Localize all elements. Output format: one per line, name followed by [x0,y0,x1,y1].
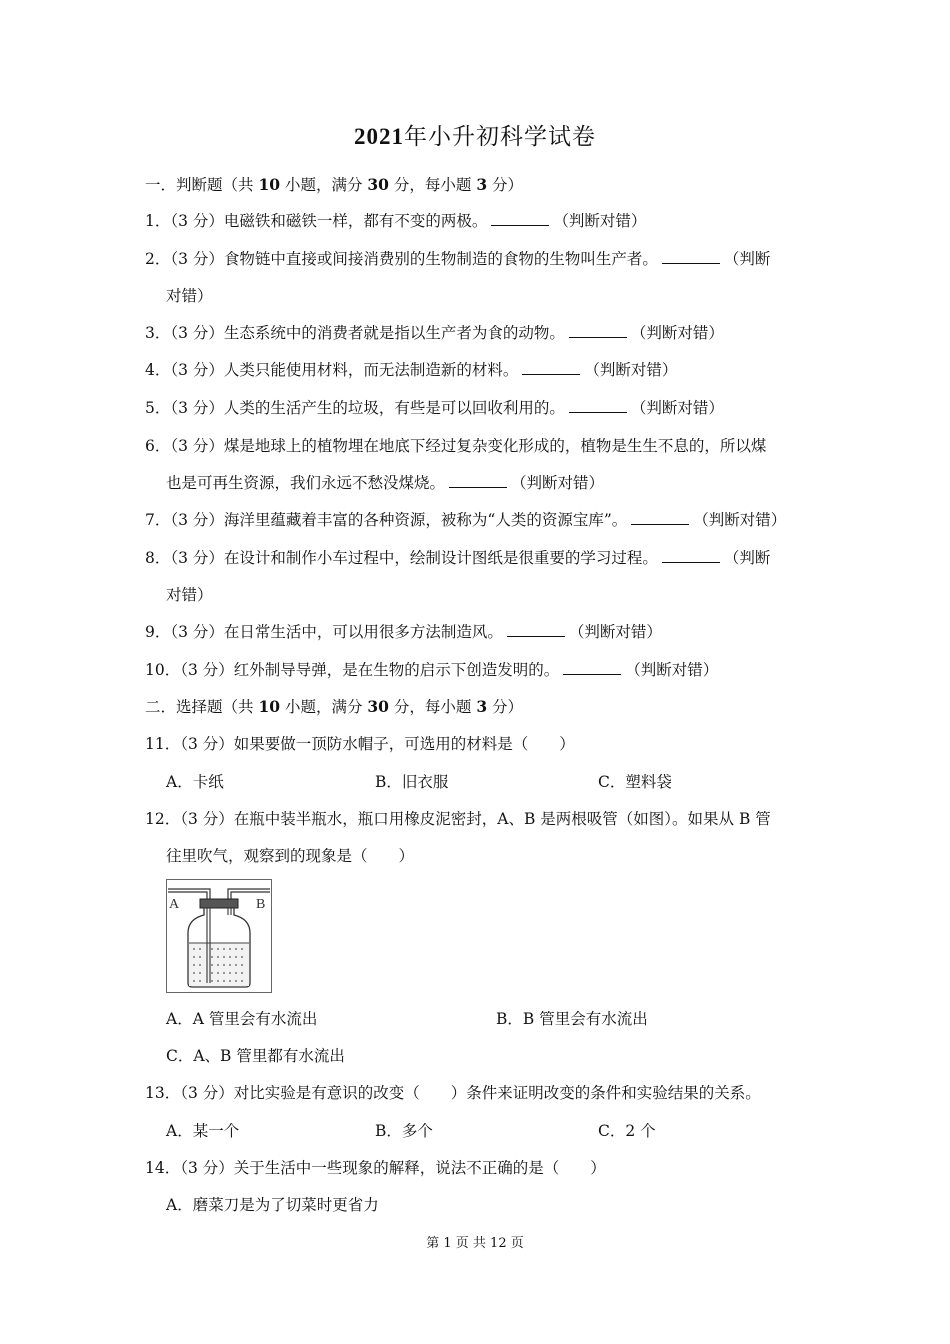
question-3 [145,322,724,344]
answer-blank[interactable] [662,249,720,264]
question-4 [145,359,677,381]
bottle-diagram [166,879,272,993]
question-6: 6．（3 分）煤是地球上的植物埋在地底下经过复杂变化形成的，植物是生生不息的，所以煤 [145,437,767,455]
question-5-text: 5．（3 分）人类的生活产生的垃圾，有些是可以回收利用的。 [145,399,565,417]
question-1 [145,210,646,232]
question-2-text: 2．（3 分）食物链中直接或间接消费别的生物制造的食物的生物叫生产者。 [145,250,658,268]
option-11-c[interactable]: C．塑料袋 [598,773,672,791]
section-2-pre: 二．选择题（共 [145,698,259,716]
question-8 [145,547,770,569]
section-2-post: 分） [487,698,524,716]
section-2-mid1: 小题，满分 [280,698,368,716]
question-9-text: 9．（3 分）在日常生活中，可以用很多方法制造风。 [145,623,503,641]
page-title [0,118,950,151]
question-14: 14．（3 分）关于生活中一些现象的解释，说法不正确的是（ ） [145,1159,606,1177]
question-8-tail: （判断 [723,549,771,567]
section-2-count: 10 [258,697,281,716]
section-2-each: 3 [476,697,488,716]
section-1-count: 10 [258,175,281,194]
question-4-tail: （判断对错） [584,361,678,379]
tube-a-label: A [169,897,180,912]
answer-blank[interactable] [569,323,627,338]
section-2-mid2: 分，每小题 [388,698,477,716]
section-2-header [145,696,523,718]
question-7-text: 7．（3 分）海洋里蕴藏着丰富的各种资源，被称为“人类的资源宝库”。 [145,511,628,529]
question-7 [145,509,786,531]
bottle-figure [166,879,272,993]
question-2 [145,248,770,270]
answer-blank[interactable] [631,510,689,525]
title-text: 年小升初科学试卷 [404,124,596,150]
question-1-text: 1．（3 分）电磁铁和磁铁一样，都有不变的两极。 [145,212,488,230]
answer-blank[interactable] [662,548,720,563]
title-year: 2021 [354,124,404,149]
answer-blank[interactable] [491,211,549,226]
question-3-tail: （判断对错） [630,324,724,342]
section-1-score: 30 [367,175,389,194]
question-11: 11．（3 分）如果要做一顶防水帽子，可选用的材料是（ ） [145,735,575,753]
option-11-b[interactable]: B．旧衣服 [375,773,449,791]
section-1-header [145,174,523,196]
question-2-cont: 对错） [166,287,213,305]
section-1-mid2: 分，每小题 [388,176,477,194]
section-1-post: 分） [487,176,524,194]
option-13-a[interactable]: A．某一个 [166,1122,240,1140]
question-8-cont: 对错） [166,586,213,604]
option-12-b[interactable]: B．B 管里会有水流出 [496,1010,648,1028]
question-6-cont [166,472,604,494]
question-12: 12．（3 分）在瓶中装半瓶水，瓶口用橡皮泥密封，A、B 是两根吸管（如图）。如果从 B 管 [145,810,771,828]
question-9 [145,621,662,643]
option-14-a[interactable]: A．磨菜刀是为了切菜时更省力 [166,1196,379,1214]
question-6-text: 也是可再生资源，我们永远不愁没煤烧。 [166,474,446,492]
answer-blank[interactable] [507,622,565,637]
question-6-tail: （判断对错） [511,474,605,492]
answer-blank[interactable] [563,660,621,675]
question-4-text: 4．（3 分）人类只能使用材料，而无法制造新的材料。 [145,361,519,379]
question-5 [145,397,724,419]
option-12-a[interactable]: A．A 管里会有水流出 [166,1010,318,1028]
option-13-c[interactable]: C．2 个 [598,1122,656,1140]
answer-blank[interactable] [522,360,580,375]
answer-blank[interactable] [569,398,627,413]
answer-blank[interactable] [449,473,507,488]
section-1-each: 3 [476,175,488,194]
section-1-pre: 一．判断题（共 [145,176,259,194]
option-12-c[interactable]: C．A、B 管里都有水流出 [166,1047,345,1065]
question-13: 13．（3 分）对比实验是有意识的改变（ ）条件来证明改变的条件和实验结果的关系。 [145,1084,761,1102]
question-12-cont: 往里吹气，观察到的现象是（ ） [166,847,415,865]
section-1-mid1: 小题，满分 [280,176,368,194]
page-footer: 第 1 页 共 12 页 [426,1236,524,1251]
question-5-tail: （判断对错） [630,399,724,417]
question-10 [145,659,718,681]
option-11-a[interactable]: A．卡纸 [166,773,224,791]
question-9-tail: （判断对错） [568,623,662,641]
question-7-tail: （判断对错） [693,511,787,529]
question-1-tail: （判断对错） [553,212,647,230]
question-8-text: 8．（3 分）在设计和制作小车过程中，绘制设计图纸是很重要的学习过程。 [145,549,658,567]
question-3-text: 3．（3 分）生态系统中的消费者就是指以生产者为食的动物。 [145,324,565,342]
question-2-tail: （判断 [723,250,771,268]
question-10-text: 10．（3 分）红外制导导弹，是在生物的启示下创造发明的。 [145,661,560,679]
question-10-tail: （判断对错） [625,661,719,679]
option-13-b[interactable]: B．多个 [375,1122,433,1140]
section-2-score: 30 [367,697,389,716]
tube-b-label: B [256,897,266,912]
